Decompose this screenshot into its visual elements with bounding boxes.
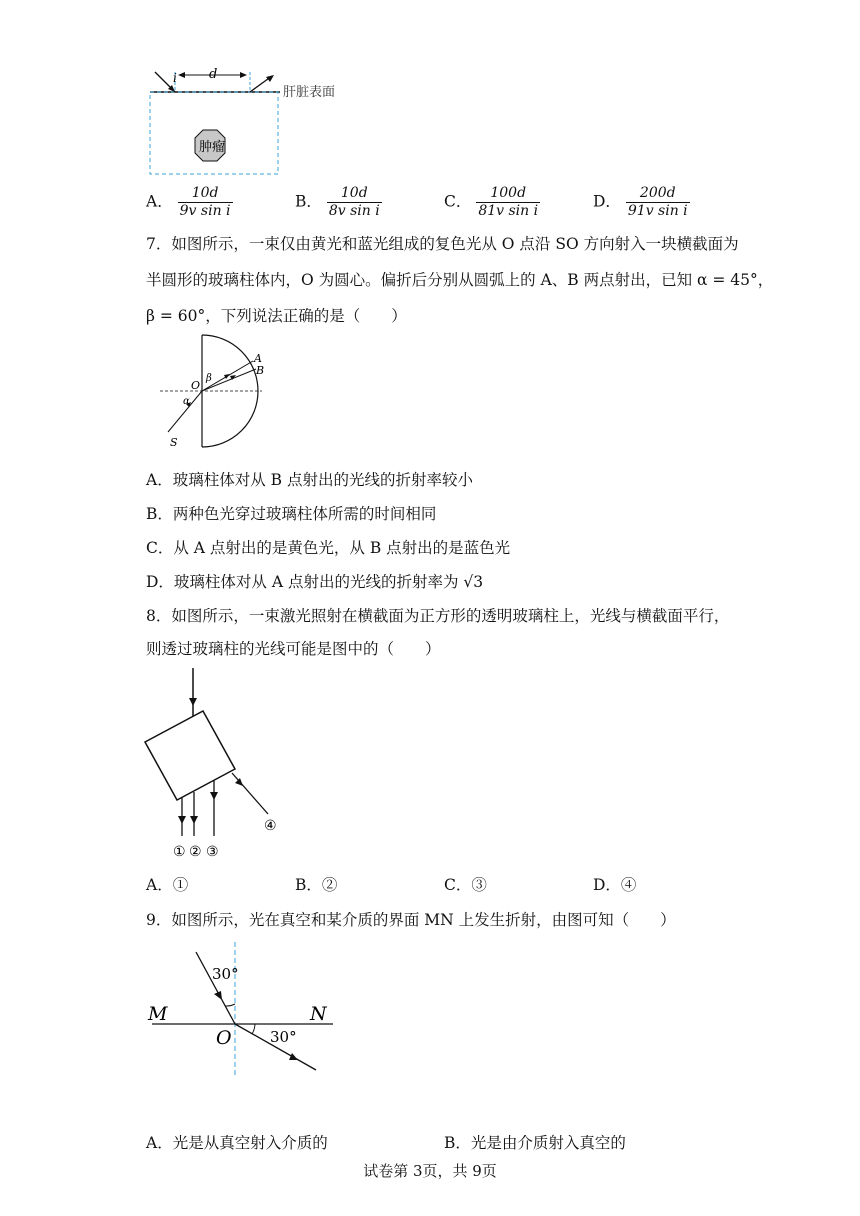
figure-q6-liver: [140, 62, 370, 180]
label-d: d: [209, 67, 218, 82]
figure-q8-square-prism: [140, 664, 290, 860]
figure-q9-refraction: [140, 940, 340, 1080]
label-angle2: 30°: [270, 1028, 297, 1046]
q8-option-c[interactable]: C．③: [444, 876, 487, 894]
q7-stem-line3: β = 60°，下列说法正确的是（ ）: [146, 307, 407, 325]
q6-option-d[interactable]: D． $\frac{200d}{\text{91v sin i}}$: [593, 185, 688, 219]
q8-option-a[interactable]: A．①: [146, 876, 189, 894]
q7-stem-line1: 7．如图所示，一束仅由黄光和蓝光组成的复色光从 O 点沿 SO 方向射入一块横截面为: [146, 235, 739, 253]
tumor-label: 肿瘤: [199, 140, 226, 155]
q9-option-b[interactable]: B．光是由介质射入真空的: [444, 1134, 626, 1152]
q7-option-c[interactable]: C．从 A 点射出的是黄色光，从 B 点射出的是蓝色光: [146, 539, 511, 557]
q7-option-d[interactable]: D．玻璃柱体对从 A 点射出的光线的折射率为 √3: [146, 573, 484, 591]
q7-option-b[interactable]: B．两种色光穿过玻璃柱体所需的时间相同: [146, 505, 437, 523]
label-angle1: 30°: [212, 965, 239, 983]
figure-q7-semicircle: [150, 332, 280, 454]
q8-option-d[interactable]: D．④: [593, 876, 637, 894]
label-B: B: [256, 364, 265, 377]
label-M: M: [148, 1003, 168, 1025]
q7-option-a[interactable]: A．玻璃柱体对从 B 点射出的光线的折射率较小: [146, 471, 473, 489]
q8-option-b[interactable]: B．②: [295, 876, 338, 894]
label-beta: β: [206, 373, 212, 384]
label-4: ④: [264, 818, 277, 834]
q8-stem-line1: 8．如图所示，一束激光照射在横截面为正方形的透明玻璃柱上，光线与横截面平行，: [146, 607, 730, 625]
label-O: O: [191, 379, 201, 392]
label-A: A: [254, 352, 262, 365]
label-2: ②: [189, 844, 202, 860]
q9-stem: 9．如图所示，光在真空和某介质的界面 MN 上发生折射，由图可知（ ）: [146, 911, 676, 929]
label-O: O: [216, 1027, 232, 1049]
label-1: ①: [173, 844, 186, 860]
q6-option-c[interactable]: C． $\frac{100d}{\text{81v sin i}}$: [444, 185, 539, 219]
surface-label: 肝脏表面: [283, 85, 336, 100]
q6-option-a[interactable]: A． $\frac{10d}{\text{9v sin i}}$: [146, 185, 231, 219]
label-3: ③: [206, 844, 219, 860]
q8-stem-line2: 则透过玻璃柱的光线可能是图中的（ ）: [146, 640, 441, 658]
page-footer: 试卷第 3页，共 9页: [363, 1162, 497, 1180]
q7-stem-line2: 半圆形的玻璃柱体内，O 为圆心。偏折后分别从圆弧上的 A、B 两点射出，已知 α = 45°，: [146, 271, 774, 289]
label-alpha: α: [183, 396, 190, 407]
q6-option-b[interactable]: B． $\frac{10d}{\text{8v sin i}}$: [295, 185, 380, 219]
label-S: S: [170, 436, 178, 449]
label-N: N: [310, 1003, 327, 1025]
q9-option-a[interactable]: A．光是从真空射入介质的: [146, 1134, 328, 1152]
label-i: i: [173, 71, 177, 85]
